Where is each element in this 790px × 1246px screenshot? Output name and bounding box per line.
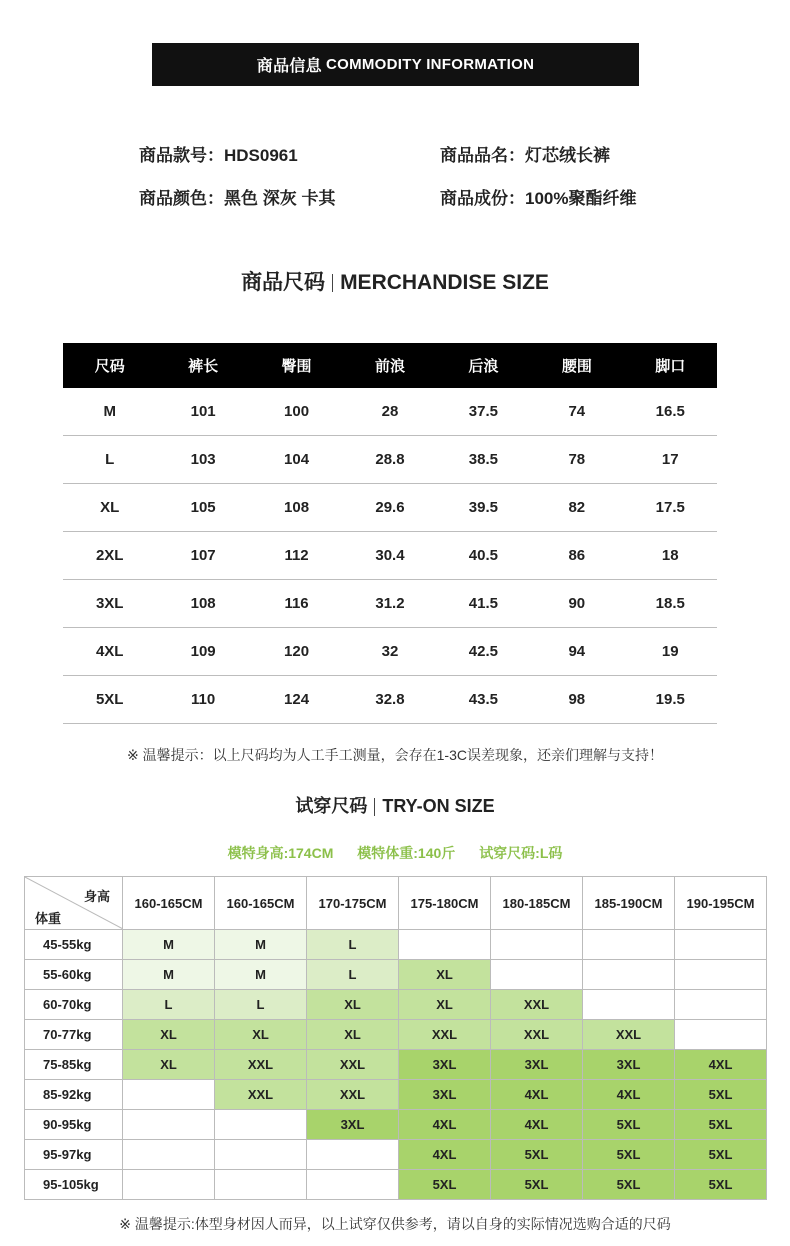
size-cell: 31.2 xyxy=(343,580,436,628)
size-recommendation-cell xyxy=(215,1170,307,1200)
corner-weight-label: 体重 xyxy=(35,911,62,926)
table-row xyxy=(25,1020,767,1050)
size-table-body xyxy=(63,388,717,724)
size-cell: 32.8 xyxy=(343,676,436,724)
table-row xyxy=(63,388,717,436)
size-recommendation-cell: 3XL xyxy=(399,1080,491,1110)
size-cell: 28 xyxy=(343,388,436,436)
size-cell: 120 xyxy=(250,628,343,676)
size-recommendation-cell: 5XL xyxy=(675,1110,767,1140)
size-recommendation-cell: XL xyxy=(215,1020,307,1050)
weight-cell: 75-85kg xyxy=(25,1050,123,1080)
weight-cell: 70-77kg xyxy=(25,1020,123,1050)
size-recommendation-cell: XXL xyxy=(307,1080,399,1110)
size-recommendation-cell: 5XL xyxy=(675,1080,767,1110)
size-table-header xyxy=(63,343,717,388)
item-number: 商品款号：HDS0961 xyxy=(139,146,298,165)
table-row xyxy=(25,1140,767,1170)
size-recommendation-cell: XXL xyxy=(307,1050,399,1080)
size-recommendation-cell xyxy=(675,990,767,1020)
size-cell: 18 xyxy=(624,532,717,580)
size-cell: 32 xyxy=(343,628,436,676)
size-cell: 28.8 xyxy=(343,436,436,484)
table-row xyxy=(63,676,717,724)
size-recommendation-cell xyxy=(583,990,675,1020)
size-title-en: MERCHANDISE SIZE xyxy=(340,271,549,294)
size-cell: XL xyxy=(63,484,156,532)
size-cell: 94 xyxy=(530,628,623,676)
tryon-table xyxy=(24,876,767,1200)
size-recommendation-cell: 5XL xyxy=(491,1170,583,1200)
size-cell: 107 xyxy=(156,532,249,580)
size-cell: 108 xyxy=(250,484,343,532)
size-recommendation-cell: 5XL xyxy=(675,1170,767,1200)
size-cell: 100 xyxy=(250,388,343,436)
size-recommendation-cell xyxy=(491,930,583,960)
size-recommendation-cell xyxy=(399,930,491,960)
size-recommendation-cell: 3XL xyxy=(307,1110,399,1140)
height-header-cell: 180-185CM xyxy=(491,877,583,930)
item-name: 商品品名：灯芯绒长裤 xyxy=(440,146,610,165)
size-recommendation-cell xyxy=(307,1140,399,1170)
size-header-cell: 前浪 xyxy=(343,343,436,388)
height-header-cell: 170-175CM xyxy=(307,877,399,930)
weight-cell: 85-92kg xyxy=(25,1080,123,1110)
size-cell: 43.5 xyxy=(437,676,530,724)
model-height: 模特身高:174CM xyxy=(227,845,334,861)
corner-cell xyxy=(25,877,123,930)
size-recommendation-cell: 4XL xyxy=(491,1080,583,1110)
size-cell: 5XL xyxy=(63,676,156,724)
size-recommendation-cell: XXL xyxy=(491,990,583,1020)
size-cell: L xyxy=(63,436,156,484)
size-recommendation-cell xyxy=(215,1110,307,1140)
weight-cell: 55-60kg xyxy=(25,960,123,990)
size-cell: 101 xyxy=(156,388,249,436)
size-cell: 2XL xyxy=(63,532,156,580)
tryon-title-en: TRY-ON SIZE xyxy=(382,796,495,816)
size-recommendation-cell: XL xyxy=(307,990,399,1020)
item-material: 商品成份：100%聚酯纤维 xyxy=(440,189,637,208)
size-recommendation-cell: XL xyxy=(399,990,491,1020)
title-divider xyxy=(374,798,375,816)
size-recommendation-cell: 4XL xyxy=(491,1110,583,1140)
size-recommendation-cell: M xyxy=(123,960,215,990)
model-size: 试穿尺码:L码 xyxy=(479,845,563,861)
size-cell: 19.5 xyxy=(624,676,717,724)
size-cell: 109 xyxy=(156,628,249,676)
height-header-cell: 185-190CM xyxy=(583,877,675,930)
size-recommendation-cell xyxy=(123,1080,215,1110)
size-recommendation-cell: 3XL xyxy=(491,1050,583,1080)
size-recommendation-cell xyxy=(123,1170,215,1200)
size-recommendation-cell: 5XL xyxy=(583,1170,675,1200)
size-cell: 108 xyxy=(156,580,249,628)
banner-title-en: COMMODITY INFORMATION xyxy=(325,56,535,73)
banner-title-cn: 商品信息 xyxy=(256,58,322,75)
tryon-note: ※ 温馨提示:体型身材因人而异，以上试穿仅供参考，请以自身的实际情况选购合适的尺码 xyxy=(119,1216,671,1232)
size-recommendation-cell: XL xyxy=(123,1020,215,1050)
table-row xyxy=(63,628,717,676)
size-recommendation-cell xyxy=(675,930,767,960)
size-recommendation-cell: L xyxy=(307,960,399,990)
size-recommendation-cell: 4XL xyxy=(399,1110,491,1140)
table-row xyxy=(25,930,767,960)
size-cell: 30.4 xyxy=(343,532,436,580)
size-recommendation-cell: 4XL xyxy=(675,1050,767,1080)
commodity-info-banner xyxy=(152,43,639,86)
size-cell: 39.5 xyxy=(437,484,530,532)
model-info xyxy=(0,843,790,863)
size-cell: 3XL xyxy=(63,580,156,628)
height-header-cell: 160-165CM xyxy=(123,877,215,930)
size-recommendation-cell: M xyxy=(215,930,307,960)
title-divider xyxy=(332,274,333,292)
size-cell: 18.5 xyxy=(624,580,717,628)
size-recommendation-cell: L xyxy=(123,990,215,1020)
table-row xyxy=(25,1110,767,1140)
size-header-cell: 尺码 xyxy=(63,343,156,388)
tryon-section-title xyxy=(0,792,790,818)
table-row xyxy=(25,990,767,1020)
height-header-cell: 160-165CM xyxy=(215,877,307,930)
weight-cell: 95-97kg xyxy=(25,1140,123,1170)
size-title-cn: 商品尺码 xyxy=(241,271,326,294)
size-header-cell: 后浪 xyxy=(437,343,530,388)
table-row xyxy=(63,580,717,628)
size-section-title xyxy=(0,266,790,296)
size-cell: 4XL xyxy=(63,628,156,676)
table-row xyxy=(25,960,767,990)
size-cell: M xyxy=(63,388,156,436)
size-recommendation-cell: 5XL xyxy=(399,1170,491,1200)
tryon-table-body xyxy=(25,930,767,1200)
size-cell: 124 xyxy=(250,676,343,724)
table-row xyxy=(25,1080,767,1110)
size-recommendation-cell: 3XL xyxy=(583,1050,675,1080)
model-weight: 模特体重:140斤 xyxy=(357,845,456,861)
size-cell: 40.5 xyxy=(437,532,530,580)
table-row xyxy=(25,1170,767,1200)
weight-cell: 90-95kg xyxy=(25,1110,123,1140)
size-cell: 74 xyxy=(530,388,623,436)
size-cell: 103 xyxy=(156,436,249,484)
size-recommendation-cell xyxy=(123,1140,215,1170)
size-cell: 41.5 xyxy=(437,580,530,628)
size-recommendation-cell xyxy=(675,960,767,990)
size-recommendation-cell xyxy=(583,930,675,960)
size-cell: 105 xyxy=(156,484,249,532)
size-cell: 86 xyxy=(530,532,623,580)
size-recommendation-cell xyxy=(675,1020,767,1050)
size-cell: 98 xyxy=(530,676,623,724)
size-recommendation-cell: XXL xyxy=(491,1020,583,1050)
weight-cell: 95-105kg xyxy=(25,1170,123,1200)
size-header-cell: 裤长 xyxy=(156,343,249,388)
size-cell: 42.5 xyxy=(437,628,530,676)
size-recommendation-cell: XXL xyxy=(215,1050,307,1080)
height-header-cell: 175-180CM xyxy=(399,877,491,930)
size-header-cell: 腰围 xyxy=(530,343,623,388)
size-cell: 110 xyxy=(156,676,249,724)
size-cell: 82 xyxy=(530,484,623,532)
size-recommendation-cell xyxy=(307,1170,399,1200)
corner-height-label: 身高 xyxy=(83,889,110,904)
size-cell: 112 xyxy=(250,532,343,580)
size-recommendation-cell: M xyxy=(215,960,307,990)
size-cell: 38.5 xyxy=(437,436,530,484)
size-cell: 17 xyxy=(624,436,717,484)
size-recommendation-cell: 5XL xyxy=(583,1110,675,1140)
size-recommendation-cell: 5XL xyxy=(491,1140,583,1170)
size-cell: 90 xyxy=(530,580,623,628)
weight-cell: 60-70kg xyxy=(25,990,123,1020)
size-recommendation-cell: L xyxy=(215,990,307,1020)
size-cell: 104 xyxy=(250,436,343,484)
size-recommendation-cell: 5XL xyxy=(583,1140,675,1170)
size-table xyxy=(63,343,717,724)
size-recommendation-cell xyxy=(215,1140,307,1170)
size-recommendation-cell: XXL xyxy=(583,1020,675,1050)
size-recommendation-cell: 3XL xyxy=(399,1050,491,1080)
tryon-title-cn: 试穿尺码 xyxy=(295,796,368,816)
size-cell: 19 xyxy=(624,628,717,676)
size-recommendation-cell xyxy=(491,960,583,990)
size-recommendation-cell: L xyxy=(307,930,399,960)
table-row xyxy=(63,532,717,580)
size-recommendation-cell: XL xyxy=(399,960,491,990)
size-recommendation-cell: M xyxy=(123,930,215,960)
size-cell: 16.5 xyxy=(624,388,717,436)
size-cell: 29.6 xyxy=(343,484,436,532)
size-cell: 78 xyxy=(530,436,623,484)
table-row xyxy=(25,1050,767,1080)
size-recommendation-cell: XL xyxy=(123,1050,215,1080)
size-note: ※ 温馨提示：以上尺码均为人工手工测量，会存在1-3C误差现象，还亲们理解与支持！ xyxy=(127,747,663,763)
size-cell: 37.5 xyxy=(437,388,530,436)
size-recommendation-cell: XL xyxy=(307,1020,399,1050)
weight-cell: 45-55kg xyxy=(25,930,123,960)
size-recommendation-cell: 4XL xyxy=(399,1140,491,1170)
height-header-cell: 190-195CM xyxy=(675,877,767,930)
size-recommendation-cell: 5XL xyxy=(675,1140,767,1170)
size-recommendation-cell: XXL xyxy=(399,1020,491,1050)
size-cell: 116 xyxy=(250,580,343,628)
size-recommendation-cell xyxy=(583,960,675,990)
size-recommendation-cell: XXL xyxy=(215,1080,307,1110)
size-header-cell: 脚口 xyxy=(624,343,717,388)
size-cell: 17.5 xyxy=(624,484,717,532)
tryon-table-header xyxy=(25,877,767,930)
item-colors: 商品颜色：黑色 深灰 卡其 xyxy=(139,189,336,208)
table-row xyxy=(63,484,717,532)
size-recommendation-cell xyxy=(123,1110,215,1140)
table-row xyxy=(63,436,717,484)
size-recommendation-cell: 4XL xyxy=(583,1080,675,1110)
size-header-cell: 臀围 xyxy=(250,343,343,388)
